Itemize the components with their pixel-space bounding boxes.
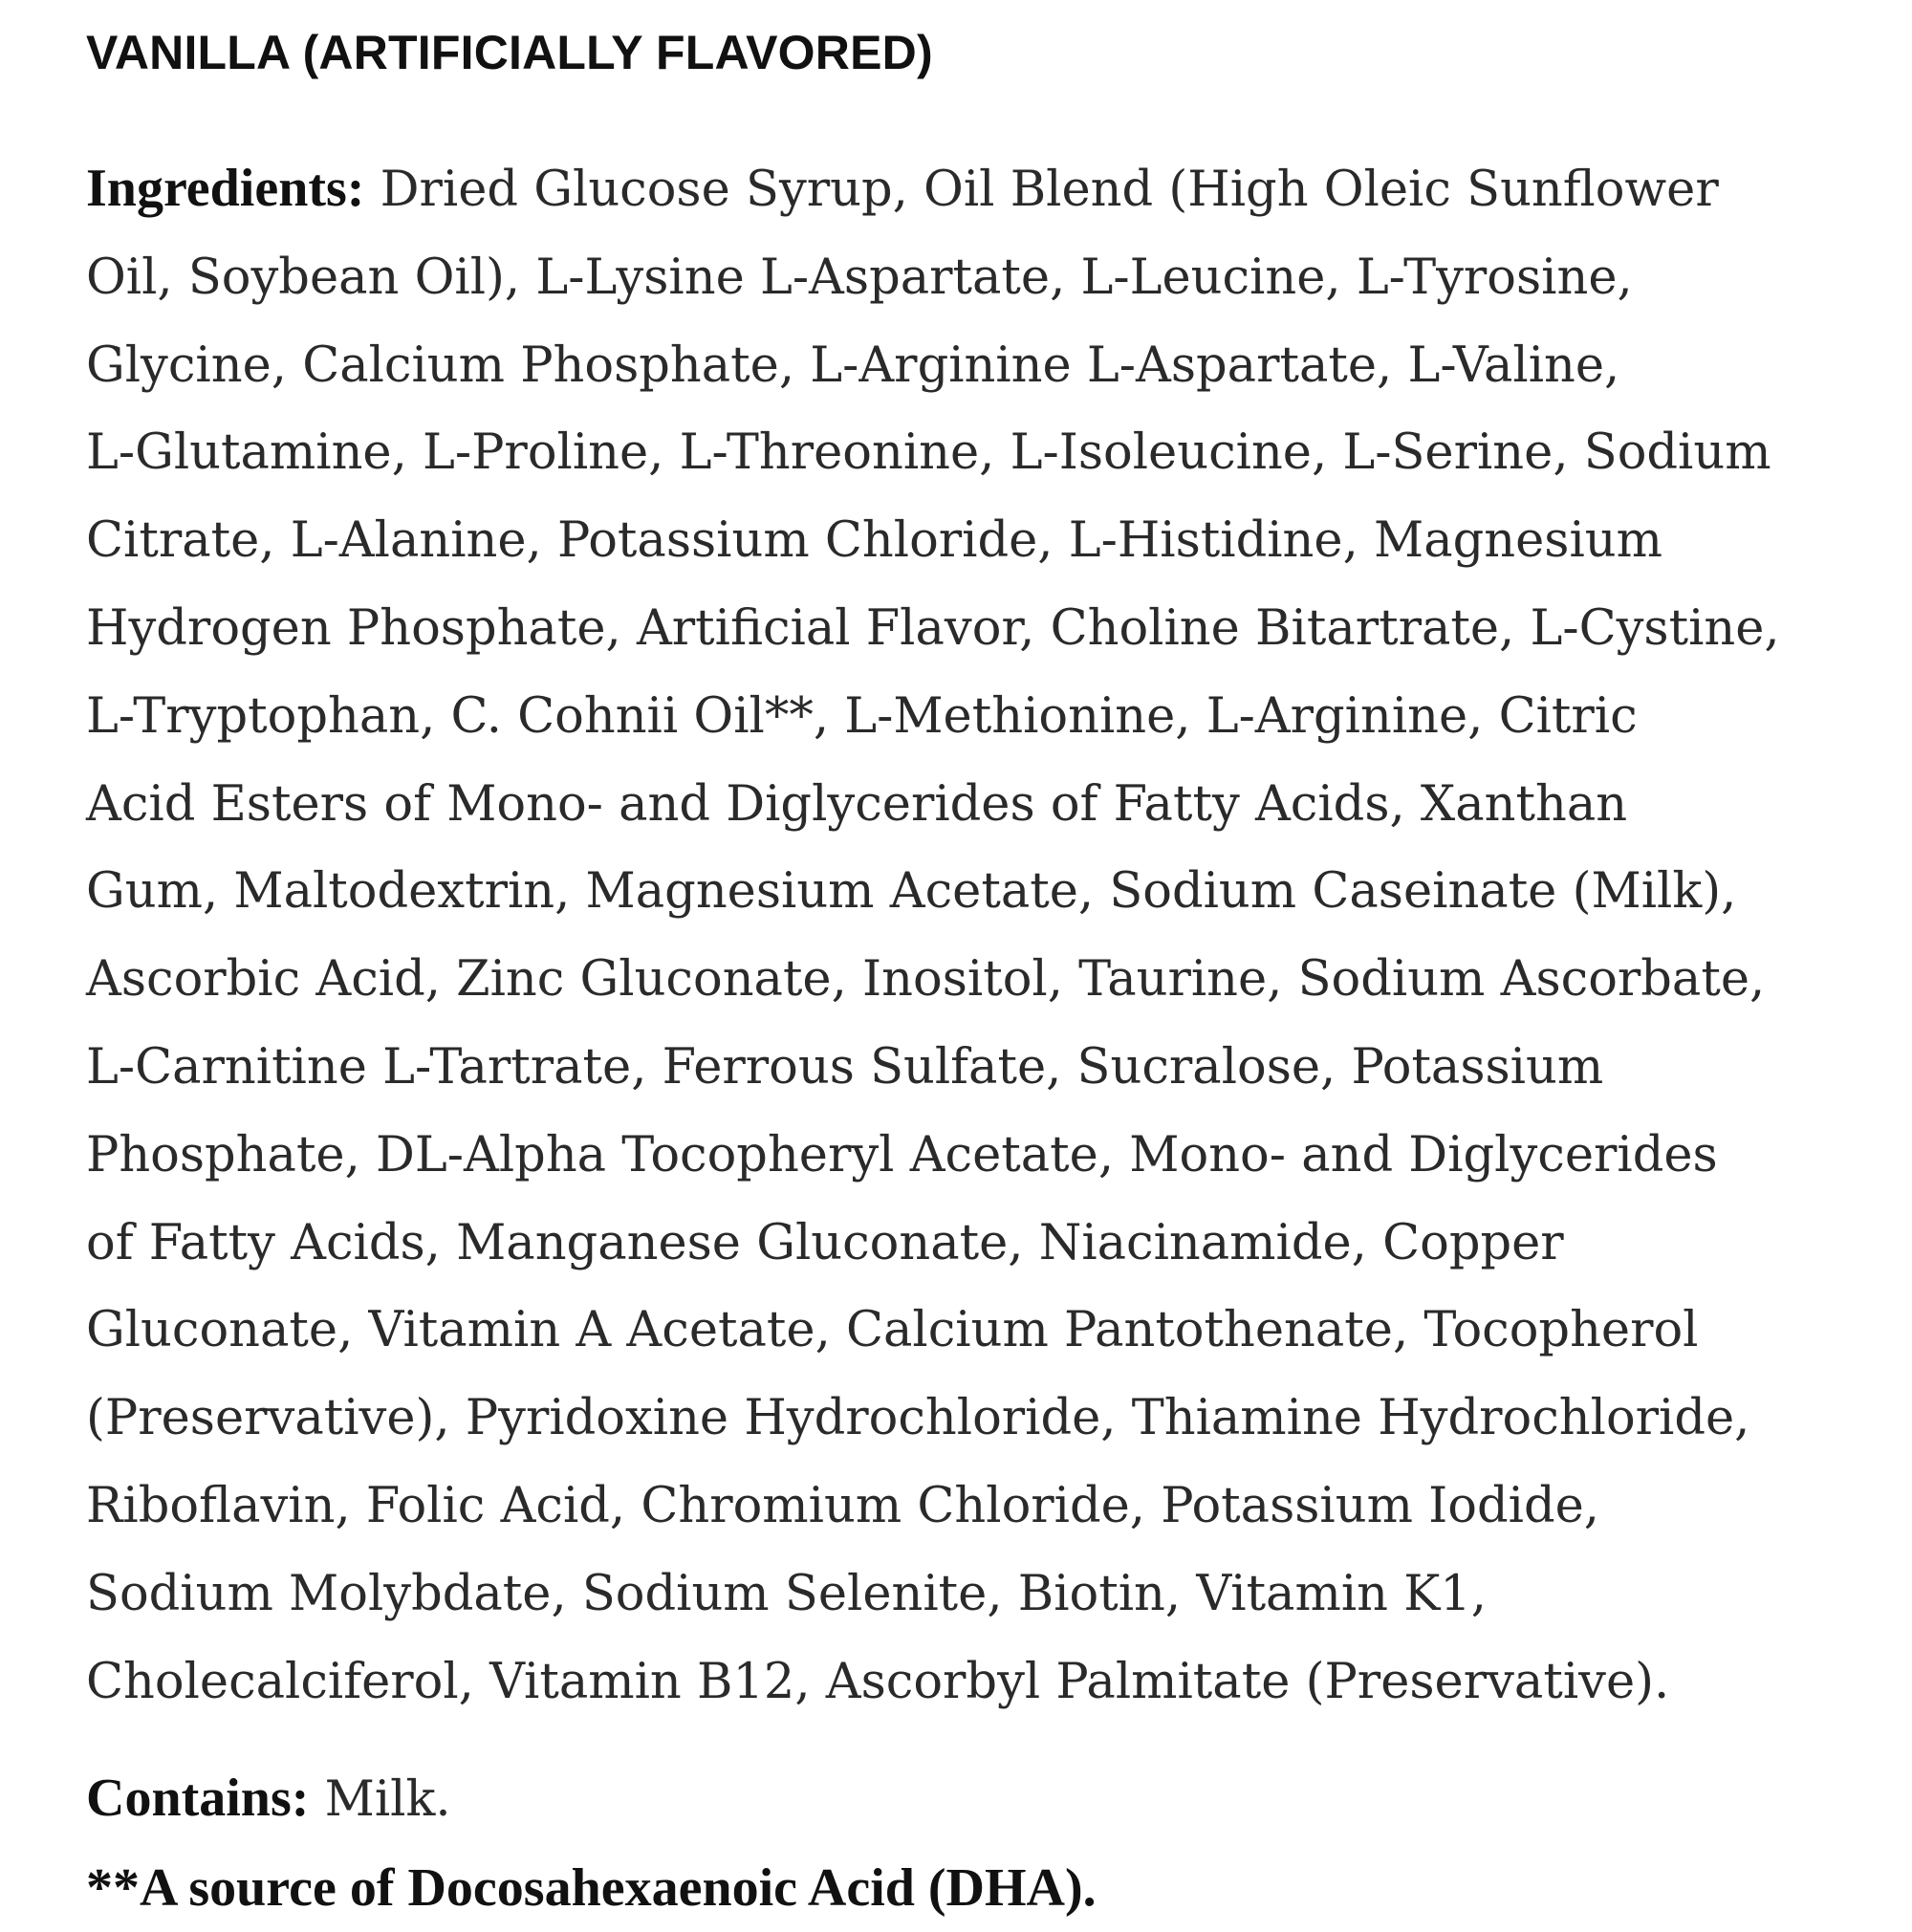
allergen-statement (86, 1754, 1864, 1844)
ingredient-line: Acid Esters of Mono- and Diglycerides of Fatty Acids, Xanthan (86, 775, 1628, 833)
ingredient-line: Phosphate, DL-Alpha Tocopheryl Acetate, Mono- and Diglycerides (86, 1126, 1718, 1183)
ingredient-line (86, 145, 1864, 234)
dha-footnote: **A source of Docosahexaenoic Acid (DHA). (86, 1858, 1097, 1919)
ingredient-line-text: Dried Glucose Syrup, Oil Blend (High Oleic Sunflower (364, 162, 1719, 218)
ingredient-line: Glycine, Calcium Phosphate, L-Arginine L-Aspartate, L-Valine, (86, 336, 1620, 394)
ingredient-label-panel (86, 19, 1864, 1932)
ingredient-line: Ascorbic Acid, Zinc Gluconate, Inositol, Taurine, Sodium Ascorbate, (86, 951, 1766, 1009)
ingredients-label: Ingredients: (86, 159, 365, 218)
ingredient-line: Sodium Molybdate, Sodium Selenite, Biotin, Vitamin K1, (86, 1565, 1487, 1622)
ingredient-line: L-Glutamine, L-Proline, L-Threonine, L-Isoleucine, L-Serine, Sodium (86, 424, 1771, 482)
ingredient-line: Citrate, L-Alanine, Potassium Chloride, L-Histidine, Magnesium (86, 512, 1662, 570)
ingredient-line: Hydrogen Phosphate, Artificial Flavor, Choline Bitartrate, L-Cystine, (86, 599, 1780, 657)
contains-label: Contains: (86, 1769, 310, 1829)
ingredient-line: Oil, Soybean Oil), L-Lysine L-Aspartate, L-Leucine, L-Tyrosine, (86, 249, 1633, 306)
ingredient-line: L-Tryptophan, C. Cohnii Oil**, L-Methionine, L-Arginine, Citric (86, 687, 1638, 745)
contains-value: Milk. (309, 1771, 451, 1829)
ingredient-line: Gum, Maltodextrin, Magnesium Acetate, Sodium Caseinate (Milk), (86, 863, 1737, 921)
ingredients-paragraph (86, 145, 1864, 1726)
ingredient-line: Riboflavin, Folic Acid, Chromium Chloride, Potassium Iodide, (86, 1477, 1599, 1534)
ingredient-line: of Fatty Acids, Manganese Gluconate, Niacinamide, Copper (86, 1214, 1564, 1271)
ingredient-line: L-Carnitine L-Tartrate, Ferrous Sulfate, Sucralose, Potassium (86, 1038, 1604, 1096)
ingredient-line: Gluconate, Vitamin A Acetate, Calcium Pantothenate, Tocopherol (86, 1302, 1699, 1359)
flavor-heading: VANILLA (ARTIFICIALLY FLAVORED) (86, 26, 933, 79)
ingredient-line: (Preservative), Pyridoxine Hydrochloride, Thiamine Hydrochloride, (86, 1390, 1750, 1447)
ingredient-line: Cholecalciferol, Vitamin B12, Ascorbyl Palmitate (Preservative). (86, 1653, 1670, 1710)
